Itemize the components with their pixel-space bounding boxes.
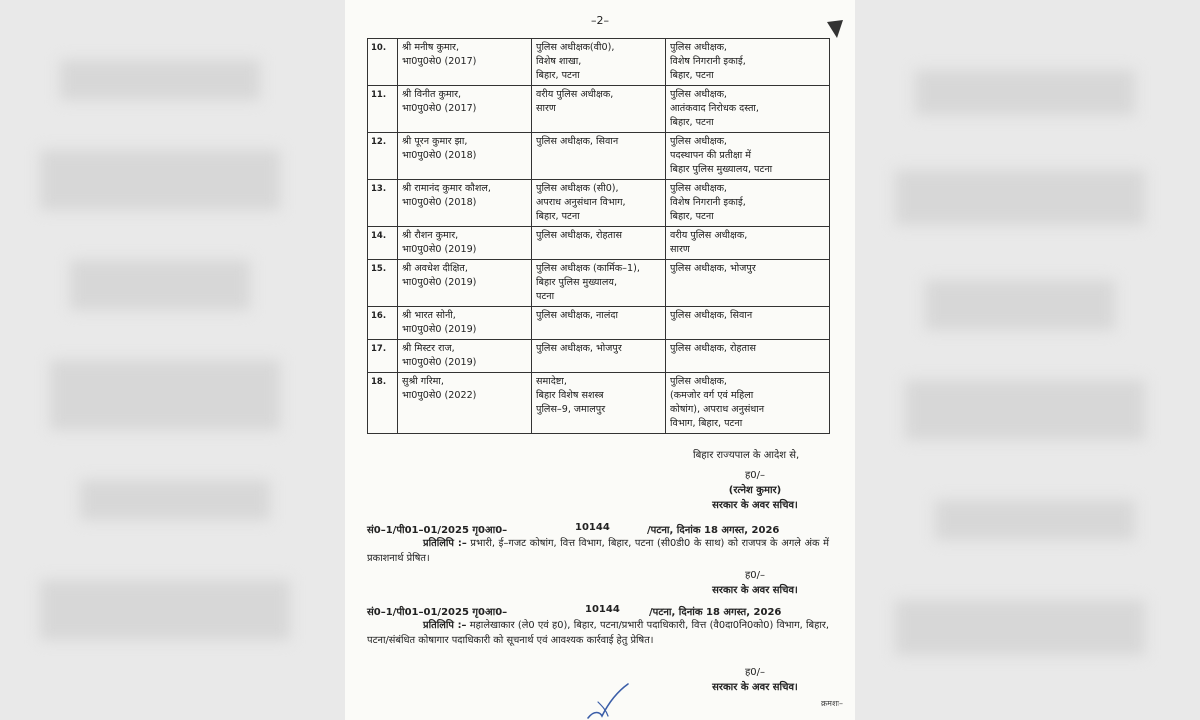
officer-name-cell: श्री विनीत कुमार, भा0पु0से0 (2017) xyxy=(398,86,532,133)
continued-mark: क्रमशः– xyxy=(821,699,843,708)
table-row xyxy=(368,39,830,86)
serial-cell: 10. xyxy=(368,39,398,86)
memo-2-memo-no: 10144 xyxy=(585,604,620,615)
officer-name-cell: श्री रामानंद कुमार कौशल, भा0पु0से0 (2018) xyxy=(398,180,532,227)
background-right xyxy=(855,0,1200,720)
background-left xyxy=(0,0,345,720)
signatory-designation: सरकार के अवर सचिव। xyxy=(712,682,798,693)
current-post-cell: पुलिस अधीक्षक(वी0), विशेष शाखा, बिहार, पटना xyxy=(532,39,666,86)
copy-text: प्रभारी, ई–गजट कोषांग, वित्त विभाग, बिहार, पटना (सी0डी0 के साथ) को राजपत्र के अगले अंक में प्रकाशनार्थ प्रेषित। xyxy=(367,538,829,564)
table-row xyxy=(368,260,830,307)
serial-cell: 14. xyxy=(368,227,398,260)
current-post-cell: पुलिस अधीक्षक, रोहतास xyxy=(532,227,666,260)
sd-mark: ह0/– xyxy=(744,470,766,481)
current-post-cell: पुलिस अधीक्षक, नालंदा xyxy=(532,307,666,340)
officer-name-cell: श्री मिस्टर राज, भा0पु0से0 (2019) xyxy=(398,340,532,373)
signature-block-2 xyxy=(685,568,825,598)
table-row xyxy=(368,373,830,434)
officer-name-cell: श्री भारत सोनी, भा0पु0से0 (2019) xyxy=(398,307,532,340)
page-number: –2– xyxy=(591,14,609,27)
copy-label: प्रतिलिपि :– xyxy=(423,620,467,631)
officer-name-cell: श्री पूरन कुमार झा, भा0पु0से0 (2018) xyxy=(398,133,532,180)
corner-mark-icon xyxy=(825,18,845,40)
new-post-cell: पुलिस अधीक्षक, रोहतास xyxy=(666,340,830,373)
handwritten-signature xyxy=(580,680,640,720)
sd-mark: ह0/– xyxy=(744,570,766,581)
signatory-designation: सरकार के अवर सचिव। xyxy=(712,585,798,596)
serial-cell: 13. xyxy=(368,180,398,227)
serial-cell: 12. xyxy=(368,133,398,180)
current-post-cell: पुलिस अधीक्षक, भोजपुर xyxy=(532,340,666,373)
table-row xyxy=(368,180,830,227)
memo-2-copy xyxy=(367,618,829,648)
serial-cell: 16. xyxy=(368,307,398,340)
signatory-designation: सरकार के अवर सचिव। xyxy=(712,500,798,511)
current-post-cell: वरीय पुलिस अधीक्षक, सारण xyxy=(532,86,666,133)
new-post-cell: पुलिस अधीक्षक, विशेष निगरानी इकाई, बिहार, पटना xyxy=(666,39,830,86)
copy-text: महालेखाकार (ले0 एवं ह0), बिहार, पटना/प्रभारी पदाधिकारी, वित्त (वै0दा0नि0को0) विभाग, बिहार, पटना/संबंधित कोषागार पदाधिकारी को सूचनार्थ एवं आवश्यक कार्रवाई हेतु प्रेषित। xyxy=(367,620,829,646)
signatory-name: (रत्नेश कुमार) xyxy=(728,485,782,496)
memo-1-place-date: /पटना, दिनांक 18 अगस्त, 2026 xyxy=(647,525,780,536)
current-post-cell: पुलिस अधीक्षक, सिवान xyxy=(532,133,666,180)
memo-2-place-date: /पटना, दिनांक 18 अगस्त, 2026 xyxy=(649,607,782,618)
new-post-cell: पुलिस अधीक्षक, भोजपुर xyxy=(666,260,830,307)
serial-cell: 11. xyxy=(368,86,398,133)
governor-order: बिहार राज्यपाल के आदेश से, xyxy=(693,450,800,461)
signature-block-1 xyxy=(685,468,825,513)
new-post-cell: पुलिस अधीक्षक, सिवान xyxy=(666,307,830,340)
new-post-cell: पुलिस अधीक्षक, आतंकवाद निरोधक दस्ता, बिहार, पटना xyxy=(666,86,830,133)
document-page xyxy=(345,0,855,720)
transfer-table xyxy=(367,38,830,434)
serial-cell: 18. xyxy=(368,373,398,434)
memo-1-copy xyxy=(367,536,829,566)
serial-cell: 17. xyxy=(368,340,398,373)
officer-name-cell: सुश्री गरिमा, भा0पु0से0 (2022) xyxy=(398,373,532,434)
copy-label: प्रतिलिपि :– xyxy=(423,538,467,549)
table-row xyxy=(368,86,830,133)
new-post-cell: वरीय पुलिस अधीक्षक, सारण xyxy=(666,227,830,260)
memo-2-number: सं0–1/पी01–01/2025 गृ0आ0– xyxy=(367,607,508,618)
current-post-cell: समादेष्टा, बिहार विशेष सशस्त्र पुलिस–9, जमालपुर xyxy=(532,373,666,434)
officer-name-cell: श्री रौशन कुमार, भा0पु0से0 (2019) xyxy=(398,227,532,260)
signature-block-3 xyxy=(685,665,825,695)
table-row xyxy=(368,133,830,180)
new-post-cell: पुलिस अधीक्षक, पदस्थापन की प्रतीक्षा में बिहार पुलिस मुख्यालय, पटना xyxy=(666,133,830,180)
sd-mark: ह0/– xyxy=(744,667,766,678)
current-post-cell: पुलिस अधीक्षक (सी0), अपराध अनुसंधान विभाग, बिहार, पटना xyxy=(532,180,666,227)
new-post-cell: पुलिस अधीक्षक, (कमजोर वर्ग एवं महिला कोषांग), अपराध अनुसंधान विभाग, बिहार, पटना xyxy=(666,373,830,434)
memo-1-number: सं0–1/पी01–01/2025 गृ0आ0– xyxy=(367,525,508,536)
officer-name-cell: श्री मनीष कुमार, भा0पु0से0 (2017) xyxy=(398,39,532,86)
table-row xyxy=(368,307,830,340)
officer-name-cell: श्री अवधेश दीक्षित, भा0पु0से0 (2019) xyxy=(398,260,532,307)
table-row xyxy=(368,227,830,260)
transfer-table-body xyxy=(368,39,830,434)
table-row xyxy=(368,340,830,373)
memo-1-memo-no: 10144 xyxy=(575,522,610,533)
new-post-cell: पुलिस अधीक्षक, विशेष निगरानी इकाई, बिहार, पटना xyxy=(666,180,830,227)
serial-cell: 15. xyxy=(368,260,398,307)
current-post-cell: पुलिस अधीक्षक (कार्मिक–1), बिहार पुलिस मुख्यालय, पटना xyxy=(532,260,666,307)
